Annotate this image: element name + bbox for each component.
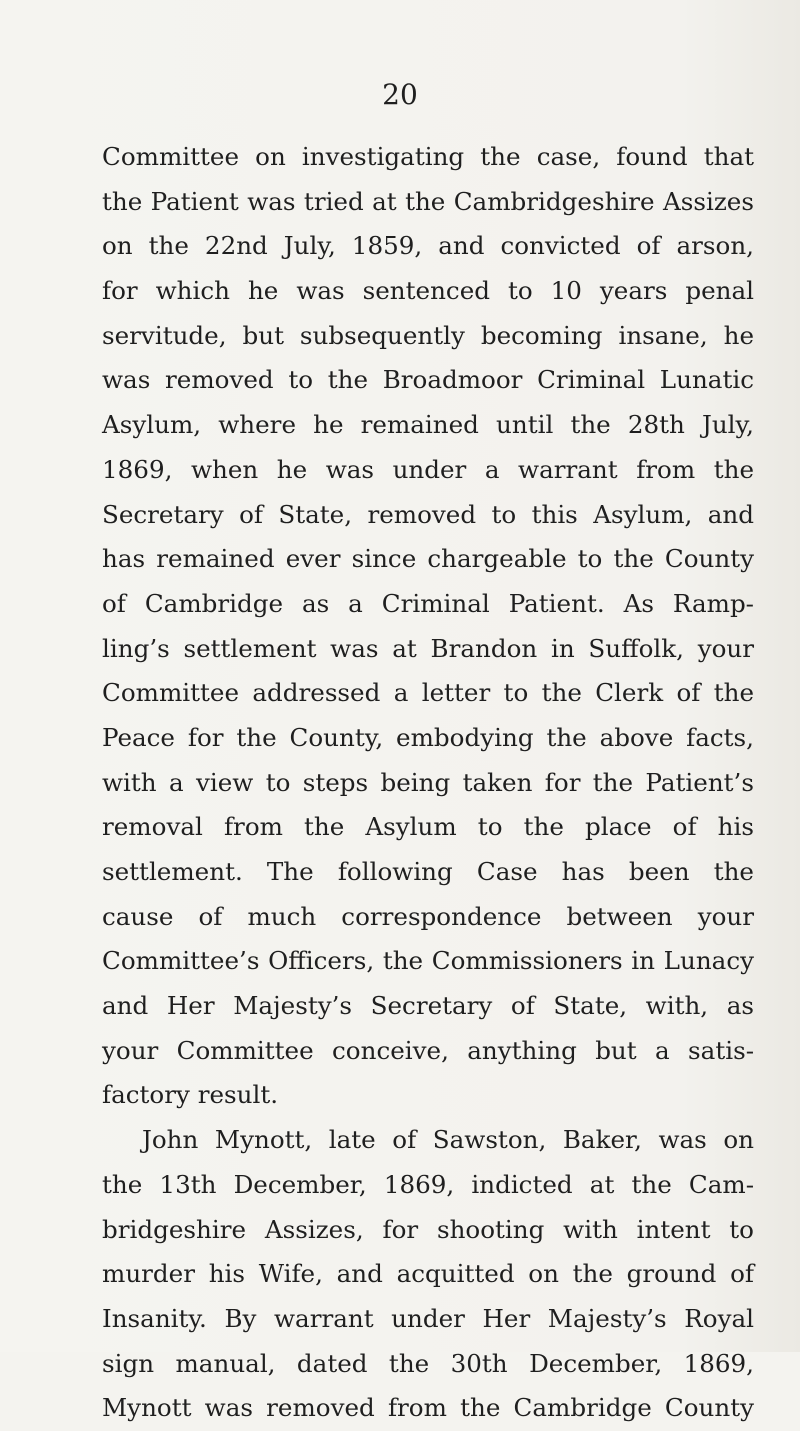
text-line: removal from the Asylum to the place of his	[102, 812, 754, 842]
text-line: has remained ever since chargeable to the County	[102, 544, 754, 574]
text-line: Committee on investigating the case, found that	[102, 142, 754, 171]
text-line: Mynott was removed from the Cambridge County	[102, 1393, 754, 1423]
text-line: sign manual, dated the 30th December, 1869,	[102, 1348, 754, 1378]
text-line: Committee addressed a letter to the Clerk of the	[102, 678, 754, 708]
paragraph-start-line: John Mynott, late of Sawston, Baker, was on	[142, 1125, 754, 1155]
text-line: murder his Wife, and acquitted on the ground of	[102, 1259, 754, 1289]
text-line: of Cambridge as a Criminal Patient. As Ramp-	[102, 588, 754, 618]
text-line: with a view to steps being taken for the Patient’s	[102, 767, 754, 797]
text-line: ling’s settlement was at Brandon in Suffolk, your	[102, 633, 754, 663]
text-line: your Committee conceive, anything but a satis-	[102, 1035, 754, 1065]
text-line: was removed to the Broadmoor Criminal Lunatic	[102, 365, 754, 395]
body-text	[102, 135, 754, 1431]
text-line: on the 22nd July, 1859, and convicted of arson,	[102, 231, 754, 261]
text-line: for which he was sentenced to 10 years penal	[102, 276, 754, 306]
text-line: settlement. The following Case has been the	[102, 857, 754, 886]
text-line: Insanity. By warrant under Her Majesty’s Royal	[102, 1303, 754, 1333]
page-number: 20	[382, 78, 418, 111]
text-line: servitude, but subsequently becoming insane, he	[102, 320, 754, 350]
text-line: the 13th December, 1869, indicted at the Cam-	[102, 1169, 754, 1199]
text-line: the Patient was tried at the Cambridgeshire Assizes	[102, 186, 754, 216]
text-line: 1869, when he was under a warrant from the	[102, 454, 754, 484]
text-line: cause of much correspondence between your	[102, 901, 754, 931]
text-line: Asylum, where he remained until the 28th July,	[102, 410, 754, 440]
text-line: and Her Majesty’s Secretary of State, with, as	[102, 991, 754, 1021]
text-line: bridgeshire Assizes, for shooting with intent to	[102, 1214, 754, 1244]
text-line: Secretary of State, removed to this Asylum, and	[102, 499, 754, 529]
paragraph-end-line: factory result.	[102, 1080, 279, 1110]
text-line: Committee’s Officers, the Commissioners in Lunacy	[102, 946, 754, 976]
text-line: Peace for the County, embodying the above facts,	[102, 722, 754, 752]
